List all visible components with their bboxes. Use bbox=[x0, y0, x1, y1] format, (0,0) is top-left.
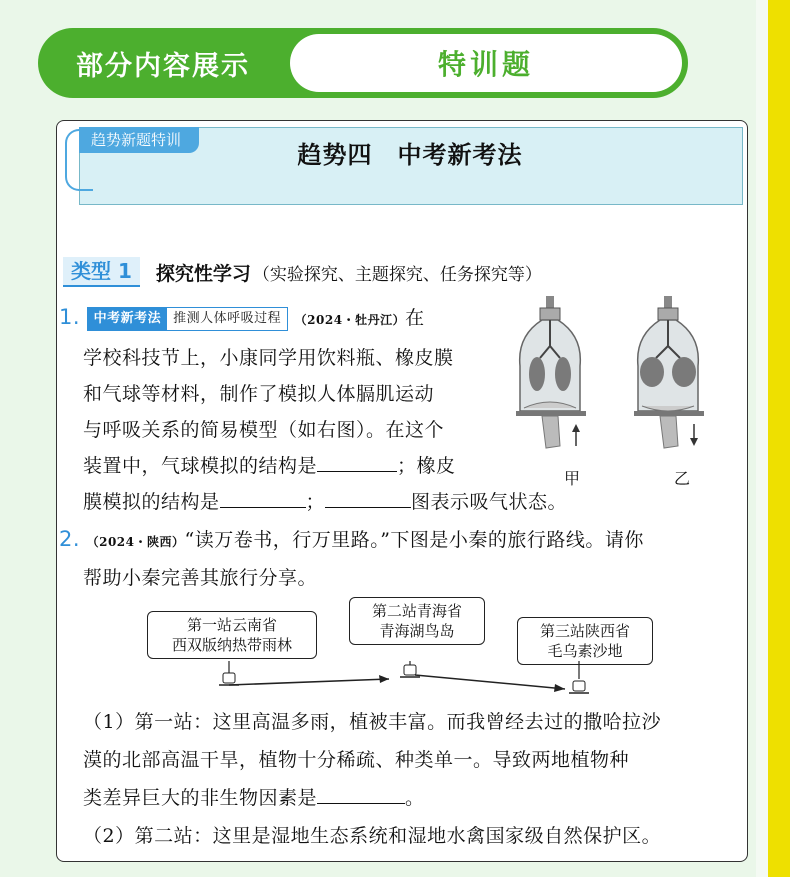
q1-text-7: ； bbox=[305, 491, 326, 513]
type-title: 探究性学习 bbox=[155, 262, 251, 285]
stop-1-line-2: 西双版纳热带雨林 bbox=[171, 636, 292, 654]
route-stop-3 bbox=[517, 617, 653, 665]
q1-line-1 bbox=[59, 303, 425, 331]
q2-number: 2. bbox=[59, 527, 81, 551]
q1-line-6 bbox=[83, 487, 567, 514]
content-card bbox=[56, 120, 748, 862]
q1-line-3: 和气球等材料，制作了模拟人体膈肌运动 bbox=[83, 383, 435, 405]
q1-number: 1. bbox=[59, 305, 81, 329]
q1-blank-2[interactable] bbox=[220, 489, 306, 508]
section-banner bbox=[38, 28, 688, 98]
side-accent-strip bbox=[768, 0, 790, 877]
stop-1-line-1: 第一站云南省 bbox=[186, 616, 277, 634]
model-yi bbox=[634, 296, 704, 448]
type-badge: 类型 1 bbox=[63, 257, 140, 287]
q1-line-2: 学校科技节上，小康同学用饮料瓶、橡皮膜 bbox=[83, 347, 454, 369]
breathing-model-figure bbox=[512, 296, 722, 476]
stop-2-line-2: 青海湖鸟岛 bbox=[379, 622, 455, 640]
route-stop-1 bbox=[147, 611, 317, 659]
q1-tag bbox=[87, 307, 289, 331]
q1-blank-3[interactable] bbox=[325, 489, 411, 508]
figure-label-jia: 甲 bbox=[564, 469, 581, 488]
q1-tag-a: 中考新考法 bbox=[88, 308, 168, 330]
q1-text-8: 图表示吸气状态。 bbox=[411, 491, 568, 513]
route-stop-2 bbox=[349, 597, 485, 645]
figure-label-yi: 乙 bbox=[674, 469, 691, 488]
stop-2-line-1: 第二站青海省 bbox=[371, 602, 462, 620]
page-title: 趋势四 中考新考法 bbox=[297, 141, 523, 169]
banner-left-label: 部分内容展示 bbox=[76, 50, 250, 82]
model-jia bbox=[516, 296, 586, 448]
side-margin bbox=[756, 0, 768, 877]
q1-line-5 bbox=[83, 451, 456, 478]
q2-blank-1[interactable] bbox=[317, 785, 405, 804]
q2-source: （2024・陕西） bbox=[86, 535, 185, 549]
type-line bbox=[63, 257, 542, 287]
q2-sub1-text: 类差异巨大的非生物因素是 bbox=[83, 787, 318, 809]
q2-sub2-line-1: （2）第二站：这里是湿地生态系统和湿地水禽国家级自然保护区。 bbox=[83, 825, 662, 847]
q2-sub1-line-2: 漠的北部高温干旱，植物十分稀疏、种类单一。导致两地植物种 bbox=[83, 749, 630, 771]
q1-blank-1[interactable] bbox=[317, 453, 397, 472]
route-pins bbox=[217, 661, 657, 701]
q2-line-1 bbox=[59, 525, 644, 552]
banner-right-label: 特训题 bbox=[290, 34, 682, 92]
q2-sub1-line-1: （1）第一站：这里高温多雨，植被丰富。而我曾经去过的撒哈拉沙 bbox=[83, 711, 662, 733]
type-subtitle: （实验探究、主题探究、任务探究等） bbox=[252, 264, 542, 285]
q1-text-0: 在 bbox=[405, 307, 425, 329]
stop-3-line-2: 毛乌素沙地 bbox=[547, 642, 623, 660]
q1-line-4: 与呼吸关系的简易模型（如右图）。在这个 bbox=[83, 419, 445, 441]
q1-text-6: 膜模拟的结构是 bbox=[83, 491, 220, 513]
trend-tag: 趋势新题特训 bbox=[79, 127, 199, 153]
q2-line-2: 帮助小秦完善其旅行分享。 bbox=[83, 567, 318, 589]
q1-text-4: 装置中，气球模拟的结构是 bbox=[83, 455, 318, 477]
q2-sub1-line-3 bbox=[83, 783, 425, 810]
q2-sub1-end: 。 bbox=[405, 787, 425, 809]
q1-source: （2024・牡丹江） bbox=[294, 313, 406, 327]
stop-3-line-1: 第三站陕西省 bbox=[539, 622, 630, 640]
q1-text-5: ；橡皮 bbox=[397, 455, 456, 477]
q2-text-0: “读万卷书，行万里路。”下图是小秦的旅行路线。请你 bbox=[184, 529, 644, 551]
q1-tag-b: 推测人体呼吸过程 bbox=[173, 311, 282, 326]
